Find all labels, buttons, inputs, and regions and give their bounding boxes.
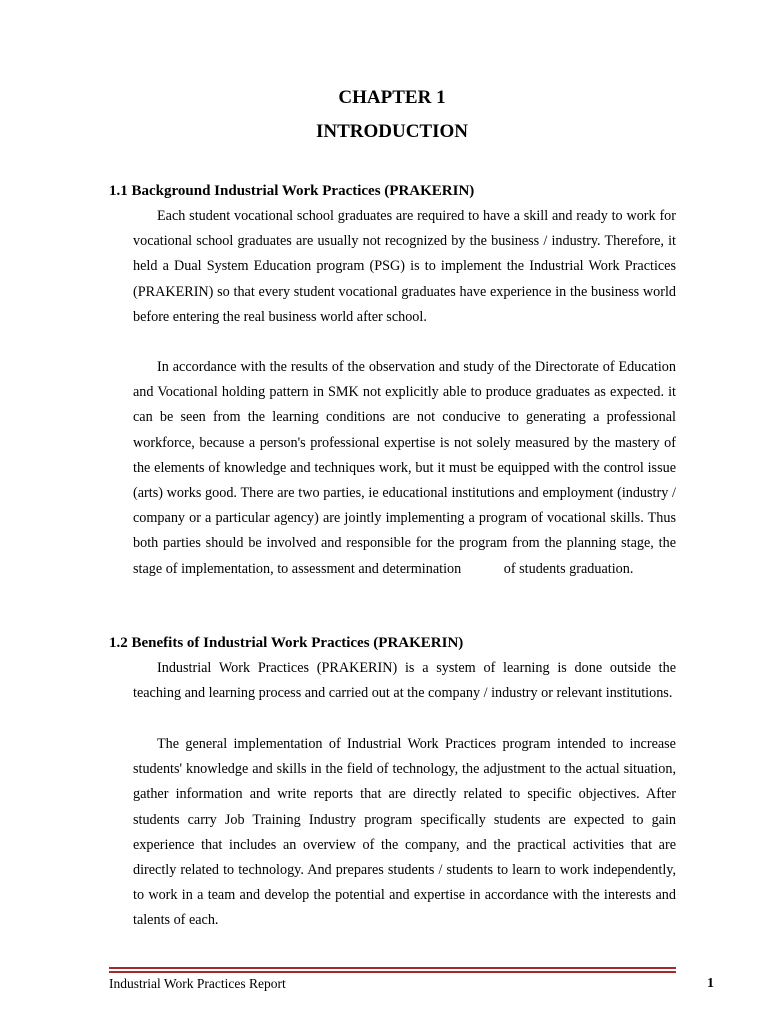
page-number: 1: [707, 976, 714, 991]
paragraph: In accordance with the results of the observation and study of the Directorate of Education and Vocational holding pattern in SMK not explicitly able to produce graduates as expected. it can be seen from the learning conditions are not conducive to generating a professional workforce, because a person's professional expertise is not solely measured by the mastery of the elements of knowledge and techniques work, but it must be equipped with the control issue (arts) works good. There are two parties, ie educational institutions and employment (industry / company or a particular agency) are jointly implementing a program of vocational skills. Thus both parties should be involved and responsible for the program from the planning stage, the stage of implementation, to assessment and determination of students graduation.: [133, 359, 676, 577]
chapter-title: INTRODUCTION: [315, 121, 469, 142]
footer-rule: [109, 971, 676, 973]
footer-title: Industrial Work Practices Report: [109, 976, 286, 991]
paragraph: The general implementation of Industrial Work Practices program intended to increase students' knowledge and skills in the field of technology, the adjustment to the actual situation, gather information and write reports that are directly related to specific objectives. After students carry Job Training Industry program specifically students are expected to gain experience that includes an overview of the company, and the practical activities that are directly related to technology. And prepares students / students to learn to work independently, to work in a team and develop the potential and expertise in accordance with the interests and talents of each.: [133, 736, 676, 929]
paragraph: Industrial Work Practices (PRAKERIN) is a system of learning is done outside the teaching and learning process and carried out at the company / industry or relevant institutions.: [133, 660, 676, 702]
paragraph: Each student vocational school graduates are required to have a skill and ready to work for vocational school graduates are usually not recognized by the business / industry. Therefore, it held a Dual System Education program (PSG) is to implement the Industrial Work Practices (PRAKERIN) so that every student vocational graduates have experience in the business world before entering the real business world after school.: [133, 208, 676, 325]
section-heading-background: 1.1 Background Industrial Work Practices (PRAKERIN): [109, 183, 475, 199]
footer-rule: [109, 967, 676, 969]
chapter-label: CHAPTER 1: [338, 87, 446, 108]
section-heading-benefits: 1.2 Benefits of Industrial Work Practices (PRAKERIN): [109, 635, 464, 651]
